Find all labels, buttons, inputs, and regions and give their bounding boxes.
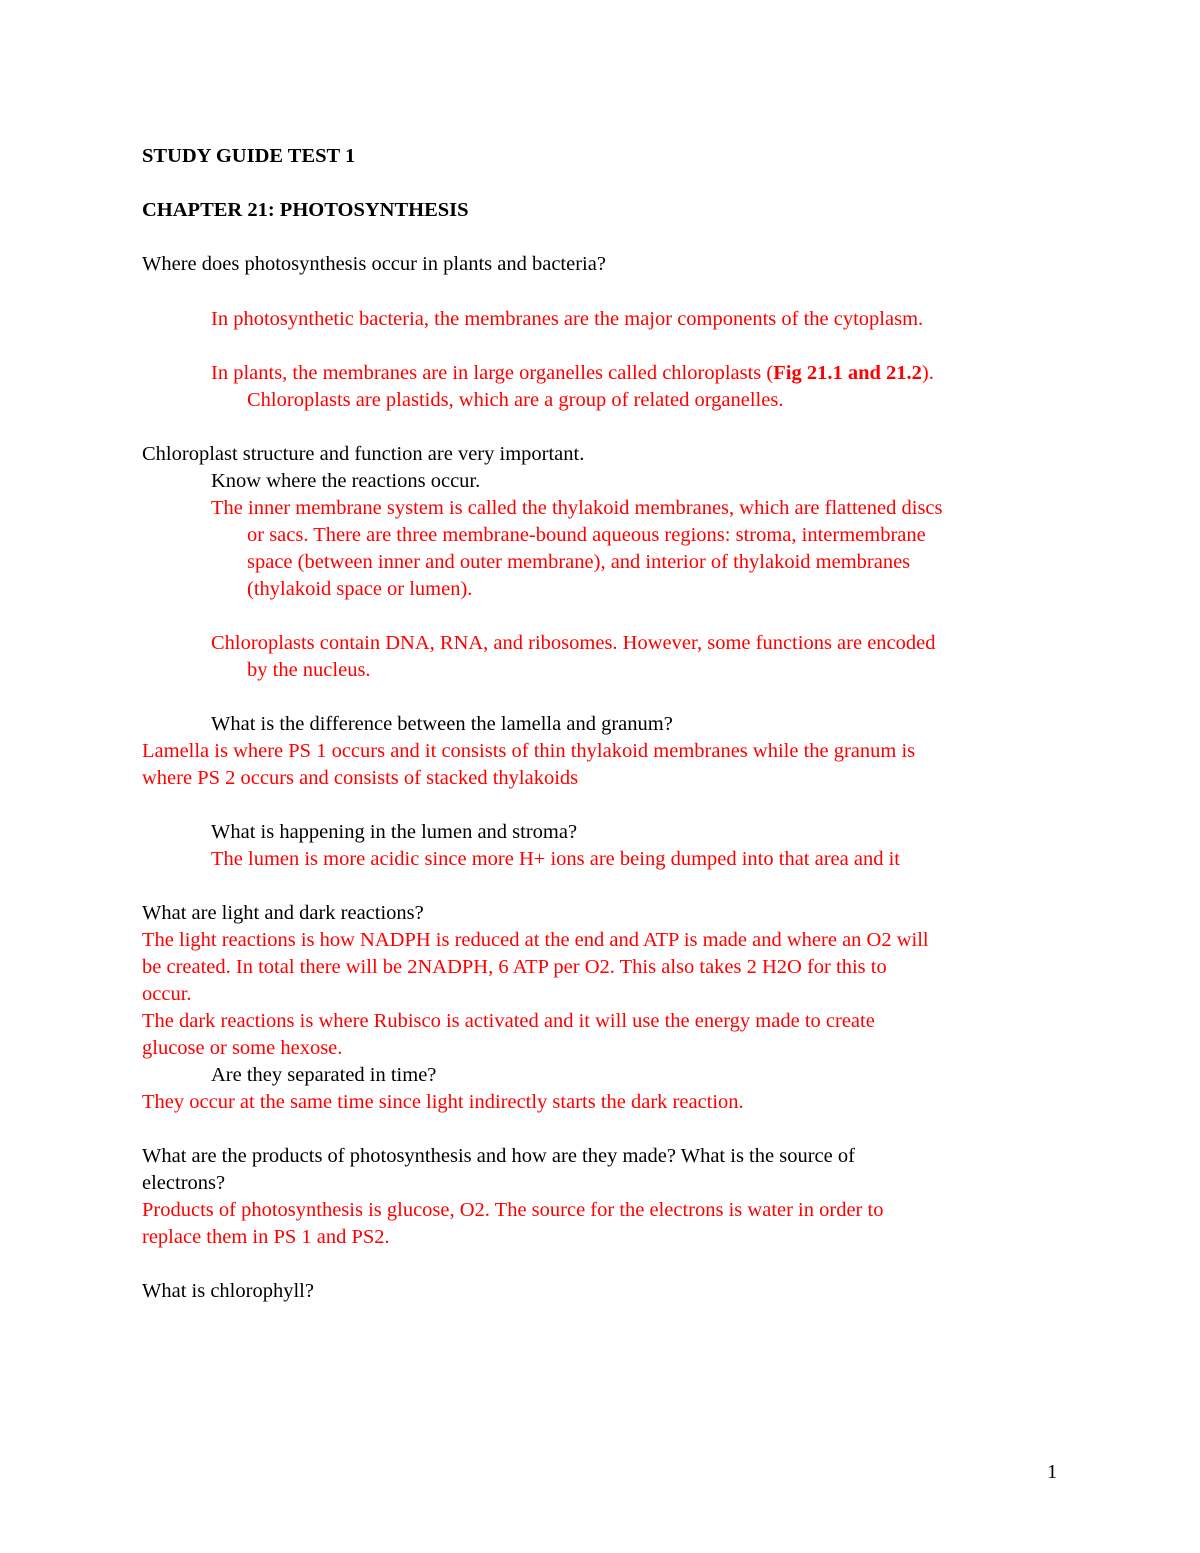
question-products-line-1: What are the products of photosynthesis and how are they made? What is the source of [142,1145,855,1167]
answer-lamella-granum-line-1: Lamella is where PS 1 occurs and it consists of thin thylakoid membranes while the granum is [142,740,916,762]
question-chlorophyll: What is chlorophyll? [142,1280,314,1302]
answer-chloroplast-dna-line-1: Chloroplasts contain DNA, RNA, and ribosomes. However, some functions are encoded [211,632,936,654]
answer-plants-continued: Chloroplasts are plastids, which are a group of related organelles. [247,389,784,411]
answer-inner-membrane-line-2: or sacs. There are three membrane-bound aqueous regions: stroma, intermembrane [247,524,926,546]
question-chloroplast-structure: Chloroplast structure and function are very important. [142,443,585,465]
answer-separated-in-time: They occur at the same time since light indirectly starts the dark reaction. [142,1091,744,1113]
question-light-dark-reactions: What are light and dark reactions? [142,902,424,924]
chapter-heading: CHAPTER 21: PHOTOSYNTHESIS [142,199,469,221]
question-lamella-granum: What is the difference between the lamella and granum? [211,713,673,735]
answer-lamella-granum-line-2: where PS 2 occurs and consists of stacked thylakoids [142,767,579,789]
answer-light-reactions-line-3: occur. [142,983,192,1005]
document-title: STUDY GUIDE TEST 1 [142,145,356,167]
answer-inner-membrane-line-1: The inner membrane system is called the thylakoid membranes, which are flattened discs [211,497,943,519]
answer-dark-reactions-line-2: glucose or some hexose. [142,1037,343,1059]
answer-lumen-stroma: The lumen is more acidic since more H+ ions are being dumped into that area and it [211,848,900,870]
answer-inner-membrane-line-3: space (between inner and outer membrane), and interior of thylakoid membranes [247,551,911,573]
answer-inner-membrane-line-4: (thylakoid space or lumen). [247,578,473,600]
answer-plants-text: In plants, the membranes are in large organelles called chloroplasts ( [211,362,774,384]
answer-light-reactions-line-2: be created. In total there will be 2NADPH, 6 ATP per O2. This also takes 2 H2O for this to [142,956,887,978]
answer-chloroplast-dna-line-2: by the nucleus. [247,659,371,681]
answer-bacteria: In photosynthetic bacteria, the membranes are the major components of the cytoplasm. [211,308,924,330]
page-number: 1 [1047,1461,1058,1483]
question-separated-in-time: Are they separated in time? [211,1064,437,1086]
answer-plants-close: ). [921,362,934,384]
figure-reference: Fig 21.1 and 21.2 [773,362,922,384]
answer-light-reactions-line-1: The light reactions is how NADPH is reduced at the end and ATP is made and where an O2 will [142,929,929,951]
question-reactions-location: Know where the reactions occur. [211,470,481,492]
answer-dark-reactions-line-1: The dark reactions is where Rubisco is activated and it will use the energy made to create [142,1010,875,1032]
question-photosynthesis-location: Where does photosynthesis occur in plants and bacteria? [142,253,606,275]
question-products-line-2: electrons? [142,1172,226,1194]
answer-plants [211,360,934,387]
answer-products-line-1: Products of photosynthesis is glucose, O2. The source for the electrons is water in order to [142,1199,884,1221]
answer-products-line-2: replace them in PS 1 and PS2. [142,1226,390,1248]
question-lumen-stroma: What is happening in the lumen and stroma? [211,821,578,843]
